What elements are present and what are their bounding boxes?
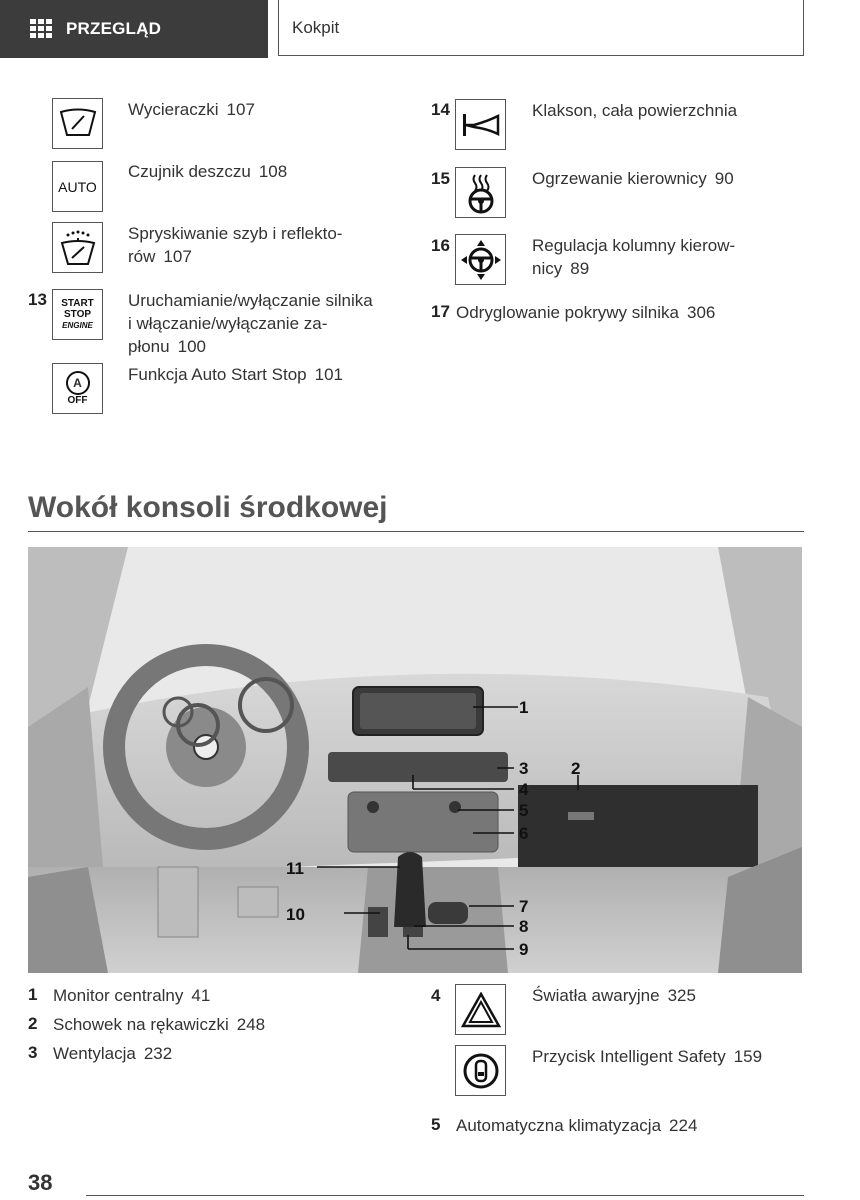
callout-7: 7: [519, 897, 529, 916]
item-number-17: 17: [431, 302, 450, 321]
legend-text-3: Wentylacja 232: [53, 1044, 173, 1063]
steering-column-icon: [455, 234, 506, 285]
legend-number-5: 5: [431, 1115, 441, 1134]
legend-number-3: 3: [28, 1043, 38, 1062]
intelligent-safety-icon: [455, 1045, 506, 1096]
legend-number-4: 4: [431, 986, 441, 1005]
section-label: PRZEGLĄD: [66, 19, 162, 38]
legend-text-5: Automatyczna klimatyzacja 224: [456, 1116, 698, 1135]
steering-heating-text: Ogrzewanie kierownicy 90: [532, 169, 734, 188]
item-number-14: 14: [431, 100, 450, 119]
auto-start-stop-text: Funkcja Auto Start Stop 101: [128, 365, 343, 384]
hazard-warning-icon: [455, 984, 506, 1035]
callout-10: 10: [286, 905, 305, 924]
section-divider: [28, 531, 804, 532]
auto-start-stop-icon: A OFF: [52, 363, 103, 414]
hood-release-text: Odryglowanie pokrywy silnika 306: [456, 303, 716, 322]
rain-sensor-text: Czujnik deszczu 108: [128, 162, 288, 181]
callout-2: 2: [571, 759, 581, 778]
legend-number-2: 2: [28, 1014, 38, 1033]
cockpit-illustration: [28, 547, 802, 973]
callout-3: 3: [519, 759, 529, 778]
auto-icon: AUTO: [52, 161, 103, 212]
item-number-15: 15: [431, 169, 450, 188]
callout-11: 11: [286, 859, 304, 878]
callout-1: 1: [519, 698, 529, 717]
legend-text-1: Monitor centralny 41: [53, 986, 211, 1005]
washer-text: Spryskiwanie szyb i reflekto- rów 107: [128, 224, 343, 266]
horn-icon: [455, 99, 506, 150]
callout-8: 8: [519, 917, 529, 936]
start-stop-text: Uruchamianie/wyłączanie silnika i włączanie/wyłączanie za- płonu 100: [128, 291, 373, 356]
grid-icon: [30, 19, 52, 39]
page-number: 38: [28, 1170, 53, 1195]
section-title: Wokół konsoli środkowej: [28, 491, 388, 524]
horn-text: Klakson, cała powierzchnia: [532, 101, 738, 120]
callout-5: 5: [519, 801, 529, 820]
steering-heating-icon: [455, 167, 506, 218]
item-number-13: 13: [28, 290, 47, 309]
washer-icon: [52, 222, 103, 273]
chapter-label: Kokpit: [292, 17, 340, 37]
wiper-text: Wycieraczki 107: [128, 100, 255, 119]
callout-6: 6: [519, 824, 529, 843]
item-number-16: 16: [431, 236, 450, 255]
legend-text-2: Schowek na rękawiczki 248: [53, 1015, 266, 1034]
wiper-icon: [52, 98, 103, 149]
steering-column-text: Regulacja kolumny kierow- nicy 89: [532, 236, 736, 278]
callout-9: 9: [519, 940, 529, 959]
footer-divider: [86, 1195, 804, 1196]
section-tab: [0, 0, 268, 58]
start-stop-icon: START STOP ENGINE: [52, 289, 103, 340]
hazard-text: Światła awaryjne 325: [532, 986, 696, 1005]
legend-number-1: 1: [28, 985, 38, 1004]
callout-4: 4: [519, 780, 529, 799]
chapter-tab: [278, 0, 804, 56]
intelligent-safety-text: Przycisk Intelligent Safety 159: [532, 1047, 763, 1066]
